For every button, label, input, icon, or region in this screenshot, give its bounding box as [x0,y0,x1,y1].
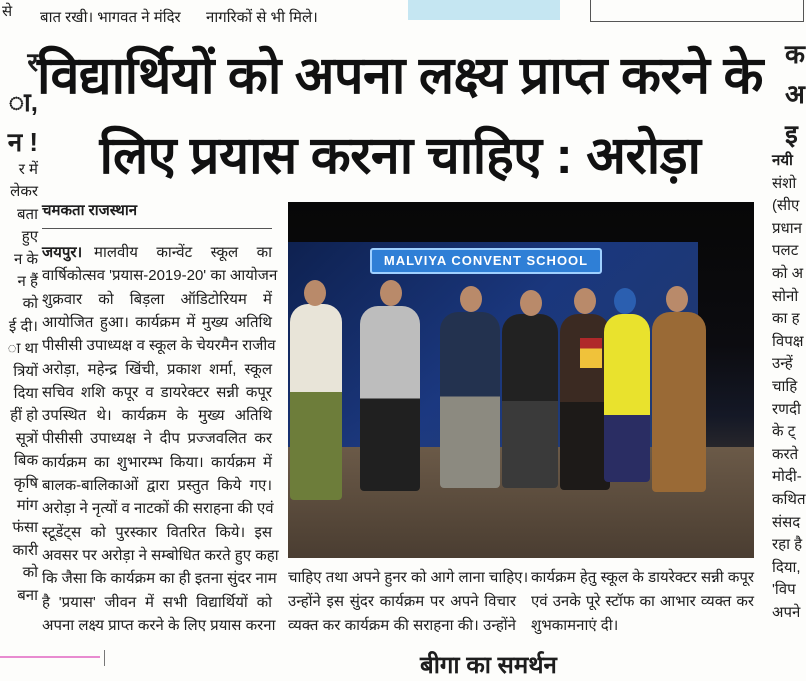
right-text-fragment: उन्हें [772,355,793,373]
right-text-fragment: चाहि [772,378,798,395]
caption-line: कार्यक्रम हेतु स्कूल के डायरेक्टर सन्नी कपूर [531,569,754,586]
right-text-fragment: अपने [772,604,801,621]
left-text-fragment: बना [17,586,38,604]
body-line: कार्यक्रम का शुभारम्भ किया। कार्यक्रम में [42,453,272,471]
left-text-fragment: न हैं [17,273,38,290]
person-6-turban [614,288,636,314]
person-2 [360,306,420,491]
caption-line: एवं उनके पूरे स्टॉफ का आभार व्यक्त कर [531,593,754,610]
right-text-fragment: करते [772,445,799,463]
body-line: अपना लक्ष्य प्राप्त करने के लिए प्रयास करना [42,616,276,634]
body-line: पीसीसी उपाध्यक्ष व स्कूल के चेयरमैन राजीव [42,337,276,355]
caption-line: शुभकामनाएं दी। [531,617,619,634]
body-line: है 'प्रयास' जीवन में सभी विद्यार्थियों को [42,593,272,611]
right-heading-fragment: क [785,39,805,69]
top-accent-box [408,0,560,20]
right-text-fragment: रहा है [772,536,803,554]
headline-line-2: लिए प्रयास करना चाहिए : अरोड़ा [99,127,701,185]
left-text-fragment: बता [16,205,38,223]
headline-line-1: विद्यार्थियों को अपना लक्ष्य प्राप्त करने के [37,47,763,105]
right-text-fragment: संसद [772,513,801,531]
person-1-head [304,280,326,306]
left-text-fragment: को [22,564,38,582]
body-line: उपस्थित थे। कार्यक्रम के मुख्य अतिथि [42,407,272,425]
person-7-head [666,286,688,312]
right-text-fragment: कथित [772,491,806,508]
body-line: बालक-बालिकाओं द्वारा प्रस्तुत किये गए। [42,477,272,494]
left-text-fragment: ा था [7,340,38,358]
left-text-fragment: त्रियों [13,362,38,380]
person-1 [290,304,342,500]
byline: चमकता राजस्थान [42,202,138,219]
left-text-fragment: ई दी। [8,317,38,335]
dateline: जयपुर। [42,244,83,261]
person-3 [440,312,500,488]
caption-line: व्यक्त कर कार्यक्रम की सराहना की। उन्होंने [288,617,516,634]
left-text-fragment: हीं हो [10,407,38,425]
body-line: मालवीय कान्वेंट स्कूल का [94,244,272,261]
caption-line: चाहिए तथा अपने हुनर को आगे लाना चाहिए। [288,569,529,586]
body-line: अरोड़ा, महेन्द्र खिंची, प्रकाश शर्मा, स्कूल [42,360,272,378]
left-text-fragment: न के [13,250,38,268]
body-line: अवसर पर अरोड़ा ने सम्बोधित करते हुए कहा [42,546,279,564]
left-text-fragment: हुए [21,228,38,246]
left-heading-fragment: ा, [8,87,38,117]
body-line: वार्षिकोत्सव 'प्रयास-2019-20' का आयोजन [42,267,278,285]
left-heading-fragment: न ! [7,127,38,157]
right-text-fragment: दिया, [772,558,801,576]
top-left-line: बात रखी। भागवत ने मंदिर [40,9,181,26]
right-text-fragment: का ह [772,310,800,328]
left-text-fragment: फंसा [12,519,38,537]
award-plaque [580,338,602,368]
person-4-head [520,290,542,316]
right-text-fragment: प्रधान [772,219,802,237]
left-text-fragment: र में [18,161,38,178]
right-text-fragment: 'विप [772,581,796,599]
left-text-fragment: कारी [12,541,38,559]
top-left-fragment: से [2,3,13,20]
left-text-fragment: लेकर [10,183,38,201]
right-heading-fragment: अ [785,79,805,109]
left-heading-fragment: र [27,47,38,77]
body-line: स्टूडेंट्स को पुरस्कार वितरित किये। इस [42,523,272,541]
person-6 [604,314,650,482]
right-text-fragment: सोनो [772,287,799,305]
left-text-fragment: कृषि [13,474,38,492]
right-text-fragment: विपक्ष [772,332,804,350]
byline-rule [42,228,272,229]
left-text-fragment: मांग [16,497,38,514]
event-photo [288,202,754,558]
right-text-fragment: नयी [772,152,793,169]
school-banner: MALVIYA CONVENT SCHOOL [370,248,602,274]
right-text-fragment: के ट् [772,423,796,441]
right-text-fragment: (सीए [772,197,800,215]
bottom-heading: बीगा का समर्थन [420,652,557,679]
body-line: शुक्रवार को बिड़ला ऑडिटोरियम में [42,290,272,308]
right-text-fragment: पलट [772,242,799,260]
caption-line: उन्होंने इस सुंदर कार्यक्रम पर अपने विचार [288,593,516,610]
bottom-box-border [104,650,105,666]
top-mid-line: नागरिकों से भी मिले। [206,9,318,26]
left-text-fragment: दिया [13,385,38,402]
right-text-fragment: संशो [772,174,797,192]
left-text-fragment: बिक [14,452,38,470]
bottom-box-line [0,656,100,658]
right-text-fragment: को अ [772,265,804,282]
right-heading-fragment: इ [785,119,798,149]
right-text-fragment: मोदी- [772,468,802,486]
left-text-fragment: सूत्रों [15,429,38,447]
person-5-head [574,288,596,314]
body-line: सचिव शशि कपूर व डायरेक्टर सन्नी कपूर [42,383,272,401]
left-text-fragment: को [22,295,38,313]
person-3-head [460,286,482,312]
right-text-fragment: रणदी [772,400,801,418]
top-right-box [590,0,804,22]
body-line: पीसीसी उपाध्यक्ष ने दीप प्रज्जवलित कर [42,430,272,448]
person-2-head [380,280,402,306]
body-line: अरोड़ा ने नृत्यों व नाटकों की सराहना की एवं [42,500,274,518]
person-4 [502,314,558,488]
body-line: कि जैसा कि कार्यक्रम का ही इतना सुंदर नाम [42,570,277,588]
body-line: आयोजित हुआ। कार्यक्रम में मुख्य अतिथि [42,313,272,331]
person-7 [652,312,706,492]
